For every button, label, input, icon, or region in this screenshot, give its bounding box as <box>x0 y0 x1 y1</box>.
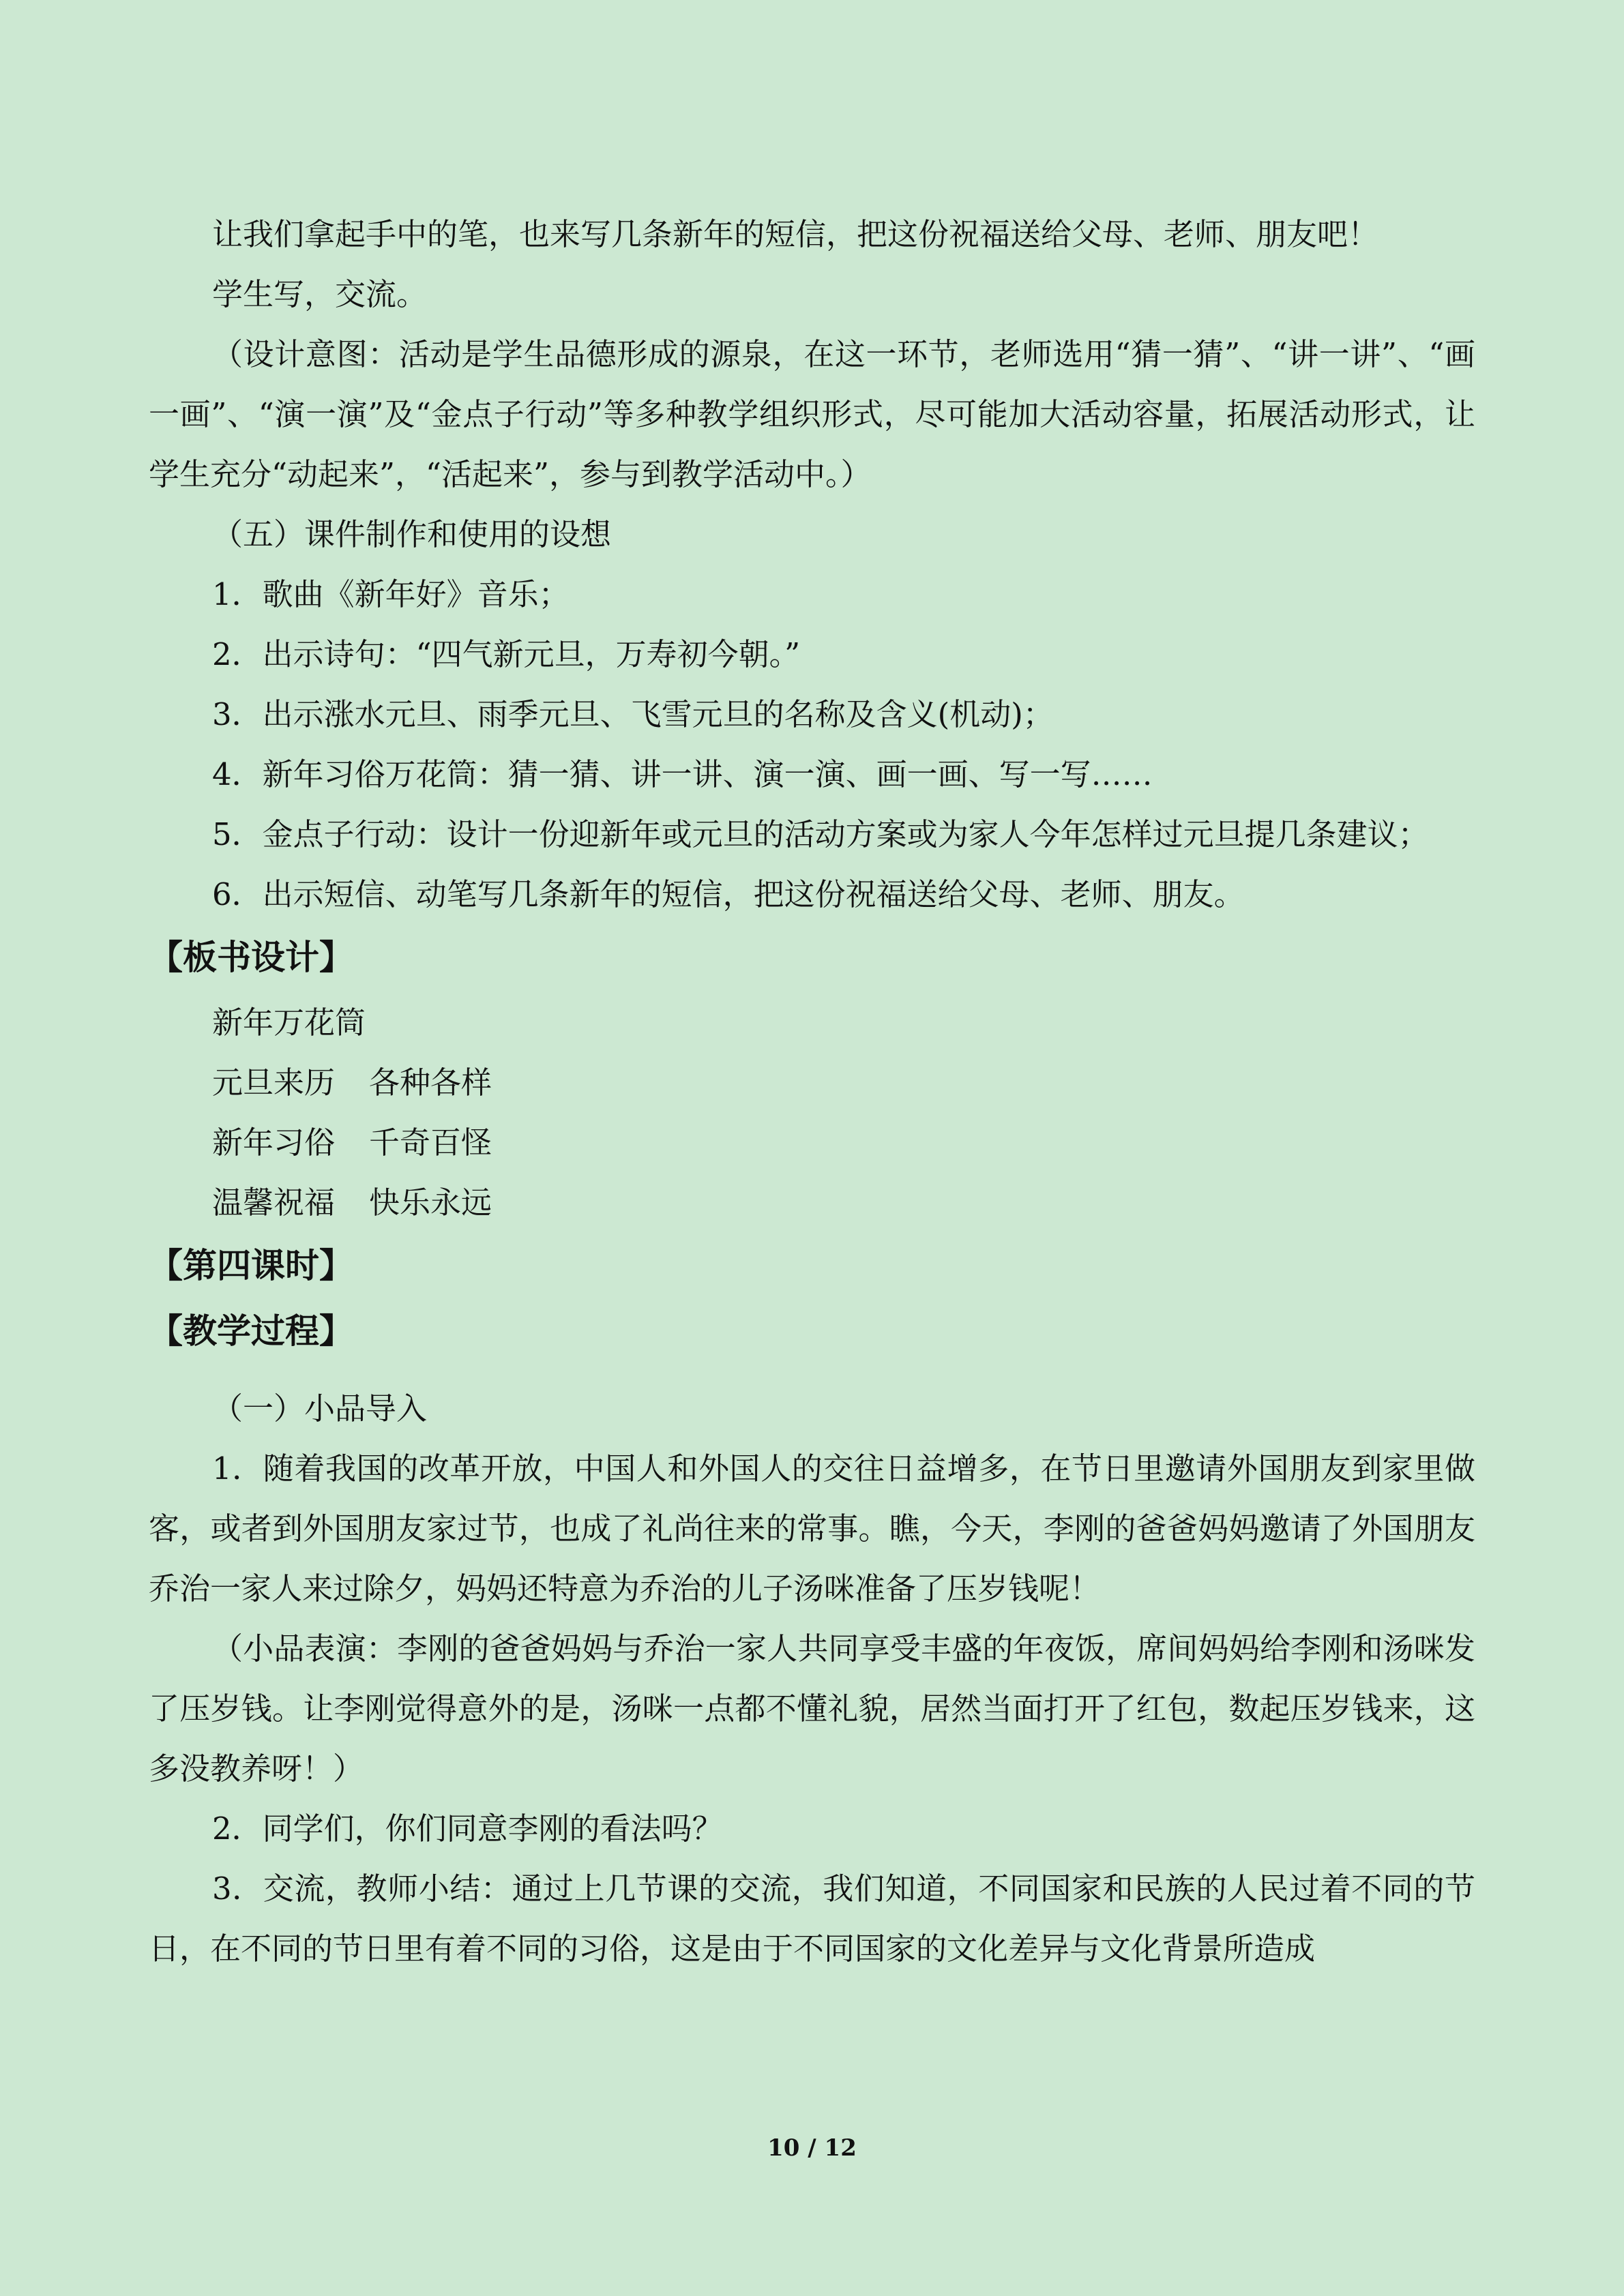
list-item: 2．出示诗句：“四气新元旦，万寿初今朝。” <box>212 636 801 672</box>
paragraph: 让我们拿起手中的笔，也来写几条新年的短信，把这份祝福送给父母、老师、朋友吧！ <box>212 216 1379 252</box>
board-row-left: 元旦来历 <box>212 1064 336 1101</box>
board-design <box>149 993 1475 1233</box>
page-number: 10 / 12 <box>767 2134 857 2162</box>
board-row-right: 各种各样 <box>369 1064 492 1101</box>
document-body <box>149 205 1475 1979</box>
list-item: 1．歌曲《新年好》音乐； <box>212 576 570 612</box>
board-row-left: 温馨祝福 <box>212 1184 336 1221</box>
section-subheading: （五）课件制作和使用的设想 <box>212 516 612 552</box>
board-row-right: 快乐永远 <box>369 1184 492 1221</box>
heading-lesson: 【第四课时】 <box>149 1246 353 1285</box>
board-title: 新年万花筒 <box>212 1004 366 1041</box>
paragraph: 2．同学们，你们同意李刚的看法吗？ <box>212 1810 723 1847</box>
paragraph: （设计意图：活动是学生品德形成的源泉，在这一环节，老师选用“猜一猜”、“讲一讲”、“画一画”、“演一演”及“金点子行动”等多种教学组织形式，尽可能加大活动容量，拓展活动形式，让学生充分“动起来”，“活起来”，参与到教学活动中。） <box>149 336 1475 492</box>
paragraph: 3．交流，教师小结：通过上几节课的交流，我们知道，不同国家和民族的人民过着不同的节日，在不同的节日里有着不同的习俗，这是由于不同国家的文化差异与文化背景所造成 <box>149 1870 1475 1967</box>
paragraph: 1．随着我国的改革开放，中国人和外国人的交往日益增多，在节日里邀请外国朋友到家里做客，或者到外国朋友家过节，也成了礼尚往来的常事。瞧，今天，李刚的爸爸妈妈邀请了外国朋友乔治一家人来过除夕，妈妈还特意为乔治的儿子汤咪准备了压岁钱呢！ <box>149 1450 1475 1607</box>
paragraph: （小品表演：李刚的爸爸妈妈与乔治一家人共同享受丰盛的年夜饭，席间妈妈给李刚和汤咪发了压岁钱。让李刚觉得意外的是，汤咪一点都不懂礼貌，居然当面打开了红包，数起压岁钱来，这多没教养呀！） <box>149 1630 1475 1787</box>
list-item: 4．新年习俗万花筒：猜一猜、讲一讲、演一演、画一画、写一写…… <box>212 756 1153 792</box>
board-row <box>149 1053 1475 1113</box>
board-row-left: 新年习俗 <box>212 1124 336 1161</box>
list-item: 5．金点子行动：设计一份迎新年或元旦的活动方案或为家人今年怎样过元旦提几条建议； <box>212 816 1429 852</box>
board-row-right: 千奇百怪 <box>369 1124 492 1161</box>
board-row <box>149 1113 1475 1173</box>
board-row <box>149 1173 1475 1233</box>
list-item: 6．出示短信、动笔写几条新年的短信，把这份祝福送给父母、老师、朋友。 <box>212 876 1245 912</box>
section-subheading: （一）小品导入 <box>212 1390 428 1427</box>
heading-teaching-process: 【教学过程】 <box>149 1311 353 1351</box>
list-item: 3．出示涨水元旦、雨季元旦、飞雪元旦的名称及含义(机动)； <box>212 696 1054 732</box>
heading-board-design: 【板书设计】 <box>149 938 353 977</box>
paragraph: 学生写，交流。 <box>212 276 428 312</box>
